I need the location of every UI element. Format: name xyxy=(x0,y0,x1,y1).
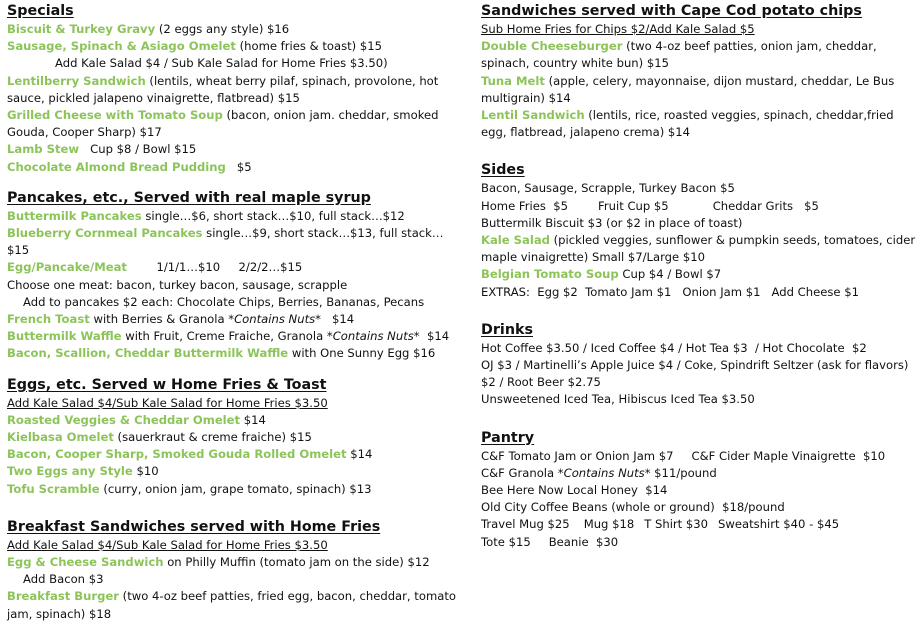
section-title-specials: Specials xyxy=(7,3,74,19)
item-desc: with One Sunny Egg $16 xyxy=(288,346,436,361)
pantry-row xyxy=(481,534,921,551)
menu-item xyxy=(7,225,462,259)
menu-item xyxy=(7,159,462,176)
item-desc: (home fries & toast) $15 xyxy=(235,39,383,54)
menu-item xyxy=(7,141,462,158)
item-name: Chocolate Almond Bread Pudding xyxy=(7,159,226,174)
pantry-row xyxy=(481,448,921,465)
addon-note: Add Bacon $3 xyxy=(23,572,104,587)
item-desc: single…$9, short stack…$13, full stack…$15 xyxy=(7,226,444,258)
item-name: Sausage, Spinach & Asiago Omelet xyxy=(7,39,236,54)
pantry-honey: Bee Here Now Local Honey $14 xyxy=(481,483,668,498)
sides-row xyxy=(481,198,921,215)
specials-section xyxy=(7,2,462,176)
item-name: Tuna Melt xyxy=(481,73,545,88)
item-name: Grilled Cheese with Tomato Soup xyxy=(7,108,223,123)
menu-item xyxy=(481,266,921,283)
item-name: Biscuit & Turkey Gravy xyxy=(7,22,156,36)
item-name: Breakfast Burger xyxy=(7,589,119,604)
addon-note: Add Kale Salad $4/Sub Kale Salad for Home Fries $3.50 xyxy=(7,395,328,410)
menu-item xyxy=(7,208,462,225)
allergen-note: Contains Nuts xyxy=(234,312,316,327)
menu-item xyxy=(7,345,462,362)
item-name: Buttermilk Waffle xyxy=(7,329,122,344)
item-desc: (pickled veggies, sunflower & pumpkin seeds, tomatoes, cider maple vinaigrette) Small $7/Large $10 xyxy=(481,233,916,265)
drinks-section xyxy=(481,321,921,409)
section-title-pancakes: Pancakes, etc., Served with real maple syrup xyxy=(7,189,371,206)
meat-choice-note: Choose one meat: bacon, turkey bacon, sausage, scrapple xyxy=(7,277,348,292)
item-name: Bacon, Cooper Sharp, Smoked Gouda Rolled Omelet xyxy=(7,447,347,462)
addon-note: Add Kale Salad $4/Sub Kale Salad for Home Fries $3.50 xyxy=(7,537,328,552)
item-desc: (lentils, rice, roasted veggies, spinach, cheddar,fried egg, flatbread, jalapeno crema) $14 xyxy=(481,108,894,140)
eggs-section xyxy=(7,376,462,498)
item-name: Tofu Scramble xyxy=(7,481,100,496)
item-desc: (lentils, wheat berry pilaf, spinach, provolone, hot sauce, pickled jalapeno vinaigrette, flatbread) $15 xyxy=(7,73,439,105)
menu-item xyxy=(7,481,462,498)
item-desc: (two 4-oz beef patties, onion jam, cheddar, spinach, country white bun) $15 xyxy=(481,39,877,71)
item-desc: single…$6, short stack…$10, full stack…$12 xyxy=(141,208,405,223)
drinks-line: Unsweetened Iced Tea, Hibiscus Iced Tea $3.50 xyxy=(481,392,755,407)
item-desc: with Berries & Granola * xyxy=(89,312,235,327)
pantry-mug: Mug $18 xyxy=(583,517,635,532)
addon-note: Sub Home Fries for Chips $2/Add Kale Salad $5 xyxy=(481,22,755,36)
pantry-section xyxy=(481,429,921,551)
sides-biscuit: Buttermilk Biscuit $3 (or $2 in place of toast) xyxy=(481,215,743,230)
item-name: French Toast xyxy=(7,312,90,327)
item-name: Belgian Tomato Soup xyxy=(481,267,619,282)
menu-item xyxy=(481,38,921,72)
item-name: Lentil Sandwich xyxy=(481,108,585,123)
menu-item xyxy=(7,446,462,463)
menu-item xyxy=(7,588,462,622)
section-title-eggs: Eggs, etc. Served w Home Fries & Toast xyxy=(7,376,327,393)
cheddar-grits: Cheddar Grits $5 xyxy=(712,198,819,213)
drinks-line: Hot Coffee $3.50 / Iced Coffee $4 / Hot Tea $3 / Hot Chocolate $2 xyxy=(481,340,867,355)
pantry-beans: Old City Coffee Beans (whole or ground) $18/pound xyxy=(481,500,785,515)
item-desc: (curry, onion jam, grape tomato, spinach) $13 xyxy=(99,481,372,496)
menu-item xyxy=(7,328,462,345)
item-desc: with Fruit, Creme Fraiche, Granola * xyxy=(121,329,333,344)
sides-section xyxy=(481,161,921,300)
menu-item xyxy=(481,232,921,266)
sides-extras: EXTRAS: Egg $2 Tomato Jam $1 Onion Jam $1 Add Cheese $1 xyxy=(481,284,859,299)
item-name: Double Cheeseburger xyxy=(481,39,623,54)
item-name: Two Eggs any Style xyxy=(7,464,133,479)
item-desc: Cup $8 / Bowl $15 xyxy=(79,142,197,157)
section-title-sides: Sides xyxy=(481,162,525,179)
left-column xyxy=(7,2,462,636)
section-title-sandwiches: Sandwiches served with Cape Cod potato chips xyxy=(481,3,862,19)
pantry-beanie: Beanie $30 xyxy=(548,534,619,549)
menu-item xyxy=(7,21,462,38)
pancakes-section xyxy=(7,189,462,363)
menu-item xyxy=(7,311,462,328)
item-desc: (sauerkraut & creme fraiche) $15 xyxy=(113,430,312,445)
sandwiches-section xyxy=(481,2,921,141)
item-desc: on Philly Muffin (tomato jam on the side) $12 xyxy=(163,555,430,570)
pantry-tshirt: T Shirt $30 xyxy=(644,517,709,532)
pantry-jam: C&F Tomato Jam or Onion Jam $7 xyxy=(481,448,674,463)
menu-item xyxy=(7,73,462,107)
item-desc: (apple, celery, mayonnaise, dijon mustard, cheddar, Le Bus multigrain) $14 xyxy=(481,73,895,105)
pantry-row xyxy=(481,465,921,499)
menu-item xyxy=(7,554,462,571)
item-desc: (2 eggs any style) $16 xyxy=(155,22,290,36)
item-name: Egg & Cheese Sandwich xyxy=(7,555,164,570)
menu-item xyxy=(7,412,462,429)
item-name: Kielbasa Omelet xyxy=(7,430,114,445)
item-price: * $14 xyxy=(413,329,450,344)
allergen-note: Contains Nuts xyxy=(332,329,414,344)
addon-note: Add Kale Salad $4 / Sub Kale Salad for Home Fries $3.50) xyxy=(55,56,388,71)
home-fries: Home Fries $5 xyxy=(481,198,569,213)
menu-item xyxy=(7,463,462,480)
item-desc: (two 4-oz beef patties, fried egg, bacon, cheddar, tomato jam, spinach) $18 xyxy=(7,589,456,621)
item-desc: 1/1/1…$10 2/2/2…$15 xyxy=(126,260,303,275)
item-price: * $14 xyxy=(315,312,355,327)
pantry-granola: C&F Granola * xyxy=(481,465,564,480)
menu-item xyxy=(481,107,921,141)
menu-item xyxy=(7,259,462,276)
item-name: Lamb Stew xyxy=(7,142,80,157)
item-desc: (bacon, onion jam. cheddar, smoked Gouda, Cooper Sharp) $17 xyxy=(7,108,439,140)
item-desc: Cup $4 / Bowl $7 xyxy=(618,267,722,282)
item-name: Egg/Pancake/Meat xyxy=(7,260,127,275)
item-name: Blueberry Cornmeal Pancakes xyxy=(7,226,203,241)
item-name: Bacon, Scallion, Cheddar Buttermilk Waffle xyxy=(7,346,289,361)
item-desc: $5 xyxy=(225,159,252,174)
item-name: Lentilberry Sandwich xyxy=(7,73,146,88)
section-title-breakfast-sandwiches: Breakfast Sandwiches served with Home Fries xyxy=(7,518,381,535)
pantry-row xyxy=(481,516,921,533)
drinks-line: OJ $3 / Martinelli’s Apple Juice $4 / Coke, Spindrift Seltzer (ask for flavors) $2 / Root Beer $2.75 xyxy=(481,358,909,390)
menu-item xyxy=(7,107,462,141)
sides-meats: Bacon, Sausage, Scrapple, Turkey Bacon $5 xyxy=(481,181,735,196)
item-desc: $14 xyxy=(240,412,266,427)
right-column xyxy=(481,2,921,564)
pantry-tote: Tote $15 xyxy=(481,534,531,549)
fruit-cup: Fruit Cup $5 xyxy=(598,198,669,213)
item-desc: $14 xyxy=(346,447,373,462)
addon-note: Add to pancakes $2 each: Chocolate Chips, Berries, Bananas, Pecans xyxy=(23,294,425,309)
pantry-granola-price: * $11/pound xyxy=(644,465,717,480)
pantry-sweatshirt: Sweatshirt $40 - $45 xyxy=(718,517,840,532)
menu-item xyxy=(7,38,462,55)
allergen-note: Contains Nuts xyxy=(563,465,645,480)
item-name: Roasted Veggies & Cheddar Omelet xyxy=(7,412,241,427)
section-title-pantry: Pantry xyxy=(481,429,535,446)
pantry-vinaigrette: C&F Cider Maple Vinaigrette $10 xyxy=(691,448,886,463)
item-desc: $10 xyxy=(132,464,159,479)
menu-item xyxy=(481,73,921,107)
pantry-travel-mug: Travel Mug $25 xyxy=(481,517,570,532)
item-name: Kale Salad xyxy=(481,233,550,248)
breakfast-sandwiches-section xyxy=(7,518,462,623)
section-title-drinks: Drinks xyxy=(481,321,534,338)
item-name: Buttermilk Pancakes xyxy=(7,208,142,223)
menu-item xyxy=(7,429,462,446)
